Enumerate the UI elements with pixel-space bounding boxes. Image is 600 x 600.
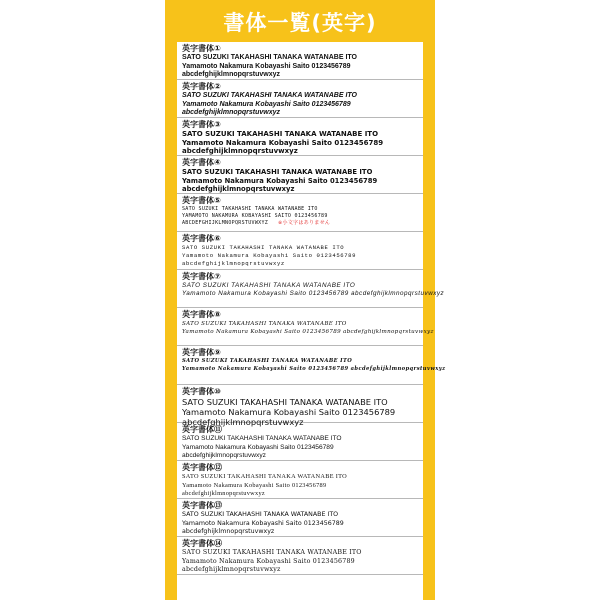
font-label: 英字書体⑦ [182, 272, 221, 281]
sample-line-uppercase: SATO SUZUKI TAKAHASHI TANAKA WATANABE ITO [182, 168, 373, 176]
font-label: 英字書体③ [182, 120, 221, 129]
font-sample-10 [177, 385, 423, 427]
sample-line-mixed: Yamamoto Nakamura Kobayashi Saito 0123456789 abcdefghijklmnopqrstuvwxyz [182, 365, 446, 372]
sample-line-mixed: Yamamoto Nakamura Kobayashi Saito 0123456789 [182, 481, 327, 489]
sample-line-mixed: Yamamoto Nakamura Kobayashi Saito 0123456789 abcdefghijklmnopqrstuvwxyz [182, 329, 434, 335]
sample-line-lowercase: abcdefghijklmnopqrstuvwxyz [182, 147, 298, 155]
sample-line-lowercase: abcdefghijklmnopqrstuvwxyz [182, 452, 266, 459]
font-label: 英字書体⑨ [182, 348, 221, 357]
sample-line-uppercase: SATO SUZUKI TAKAHASHI TANAKA WATANABE ITO [182, 511, 339, 518]
sample-line-lowercase: abcdefghijklmnopqrstuvwxyz [182, 566, 281, 573]
font-sample-5 [177, 194, 423, 232]
font-sample-sheet [177, 42, 446, 600]
sample-line-lowercase: abcdefghijklmnopqrstuvwxyz [182, 490, 265, 497]
sample-line-lowercase: abcdefghijklmnopqrstuvwxyz [182, 528, 275, 535]
sample-line-lowercase: abcdefghijklmnopqrstuvwxyz [182, 185, 295, 193]
sample-line-mixed: Yamamoto Nakamura Kobayashi Saito 0123456789 [182, 252, 357, 259]
sample-line-lowercase: abcdefghijklmnopqrstuvwxyz [182, 260, 285, 267]
sample-line-mixed: Yamamoto Nakamura Kobayashi Saito 0123456789 [182, 443, 334, 451]
sample-alphabet: ABCDEFGHIJKLMNOPQRSTUVWXYZ [182, 220, 269, 226]
font-label: 英字書体① [182, 44, 221, 53]
font-sample-13 [177, 499, 423, 537]
font-sample-12 [177, 461, 423, 499]
sample-line-lowercase: abcdefghijklmnopqrstuvwxyz [182, 109, 281, 116]
font-sample-6 [177, 232, 423, 270]
sample-line-uppercase: SATO SUZUKI TAKAHASHI TANAKA WATANABE ITO [182, 321, 347, 327]
sample-line-uppercase: SATO SUZUKI TAKAHASHI TANAKA WATANABE ITO [182, 549, 362, 556]
sample-line-mixed: Yamamoto Nakamura Kobayashi Saito 0123456789 [182, 176, 378, 185]
sample-line-uppercase: SATO SUZUKI TAKAHASHI TANAKA WATANABE ITO [182, 397, 388, 407]
font-sample-11 [177, 423, 423, 461]
font-sample-3 [177, 118, 423, 156]
font-sample-2 [177, 80, 423, 118]
sample-line-mixed: YAMAMOTO NAKAMURA KOBAYASHI SAITO 0123456789 [182, 213, 328, 219]
sample-line-uppercase: SATO SUZUKI TAKAHASHI TANAKA WATANABE ITO [182, 206, 318, 212]
sample-line-mixed: Yamamoto Nakamura Kobayashi Saito 0123456789 [182, 519, 344, 527]
font-label: 英字書体⑥ [182, 234, 221, 243]
font-sample-8 [177, 308, 434, 346]
sample-line-lowercase: abcdefghijklmnopqrstuvwxyz [182, 71, 281, 78]
sample-line-mixed: Yamamoto Nakamura Kobayashi Saito 0123456789 [182, 138, 384, 147]
font-label: 英字書体② [182, 82, 221, 91]
sample-line-lowercase: abcdefghijklmnopqrstuvwxyz [182, 417, 304, 427]
font-label: 英字書体⑬ [182, 501, 222, 510]
font-label: 英字書体⑫ [182, 463, 222, 472]
sample-line-uppercase: SATO SUZUKI TAKAHASHI TANAKA WATANABE ITO [182, 130, 379, 138]
page-title: 書体一覧(英字) [223, 11, 377, 35]
sample-line-uppercase: SATO SUZUKI TAKAHASHI TANAKA WATANABE ITO [182, 54, 357, 61]
sample-line-uppercase: SATO SUZUKI TAKAHASHI TANAKA WATANABE ITO [182, 473, 348, 480]
font-sample-4 [177, 156, 423, 194]
font-label: 英字書体⑭ [182, 539, 222, 548]
font-label: 英字書体⑪ [182, 425, 222, 434]
font-sample-9 [177, 346, 446, 385]
sample-line-uppercase: SATO SUZUKI TAKAHASHI TANAKA WATANABE ITO [182, 92, 357, 99]
font-label: 英字書体⑧ [182, 310, 221, 319]
sample-line-uppercase: SATO SUZUKI TAKAHASHI TANAKA WATANABE ITO [182, 435, 342, 442]
font-label: 英字書体⑩ [182, 387, 221, 396]
font-label: 英字書体④ [182, 158, 221, 167]
font-sample-7 [177, 270, 445, 308]
sample-line-uppercase: SATO SUZUKI TAKAHASHI TANAKA WATANABE ITO [182, 244, 345, 251]
sample-line-mixed: Yamamoto Nakamura Kobayashi Saito 0123456789 [182, 100, 351, 108]
font-catalog-panel [165, 0, 446, 600]
sample-line-lowercase [182, 220, 419, 227]
no-lowercase-note: ※小文字はありません [278, 220, 331, 226]
sample-line-uppercase: SATO SUZUKI TAKAHASHI TANAKA WATANABE ITO [182, 358, 353, 364]
sample-line-mixed: Yamamoto Nakamura Kobayashi Saito 0123456789 [182, 407, 396, 417]
font-sample-1 [177, 42, 423, 80]
sample-line-mixed: Yamamoto Nakamura Kobayashi Saito 0123456789 [182, 62, 351, 70]
sample-line-mixed: Yamamoto Nakamura Kobayashi Saito 0123456789 abcdefghijklmnopqrstuvwxyz [182, 290, 445, 297]
font-label: 英字書体⑤ [182, 196, 221, 205]
sample-line-mixed: Yamamoto Nakamura Kobayashi Saito 0123456789 [182, 557, 355, 565]
font-sample-14 [177, 537, 423, 575]
sample-line-uppercase: SATO SUZUKI TAKAHASHI TANAKA WATANABE ITO [182, 282, 356, 289]
